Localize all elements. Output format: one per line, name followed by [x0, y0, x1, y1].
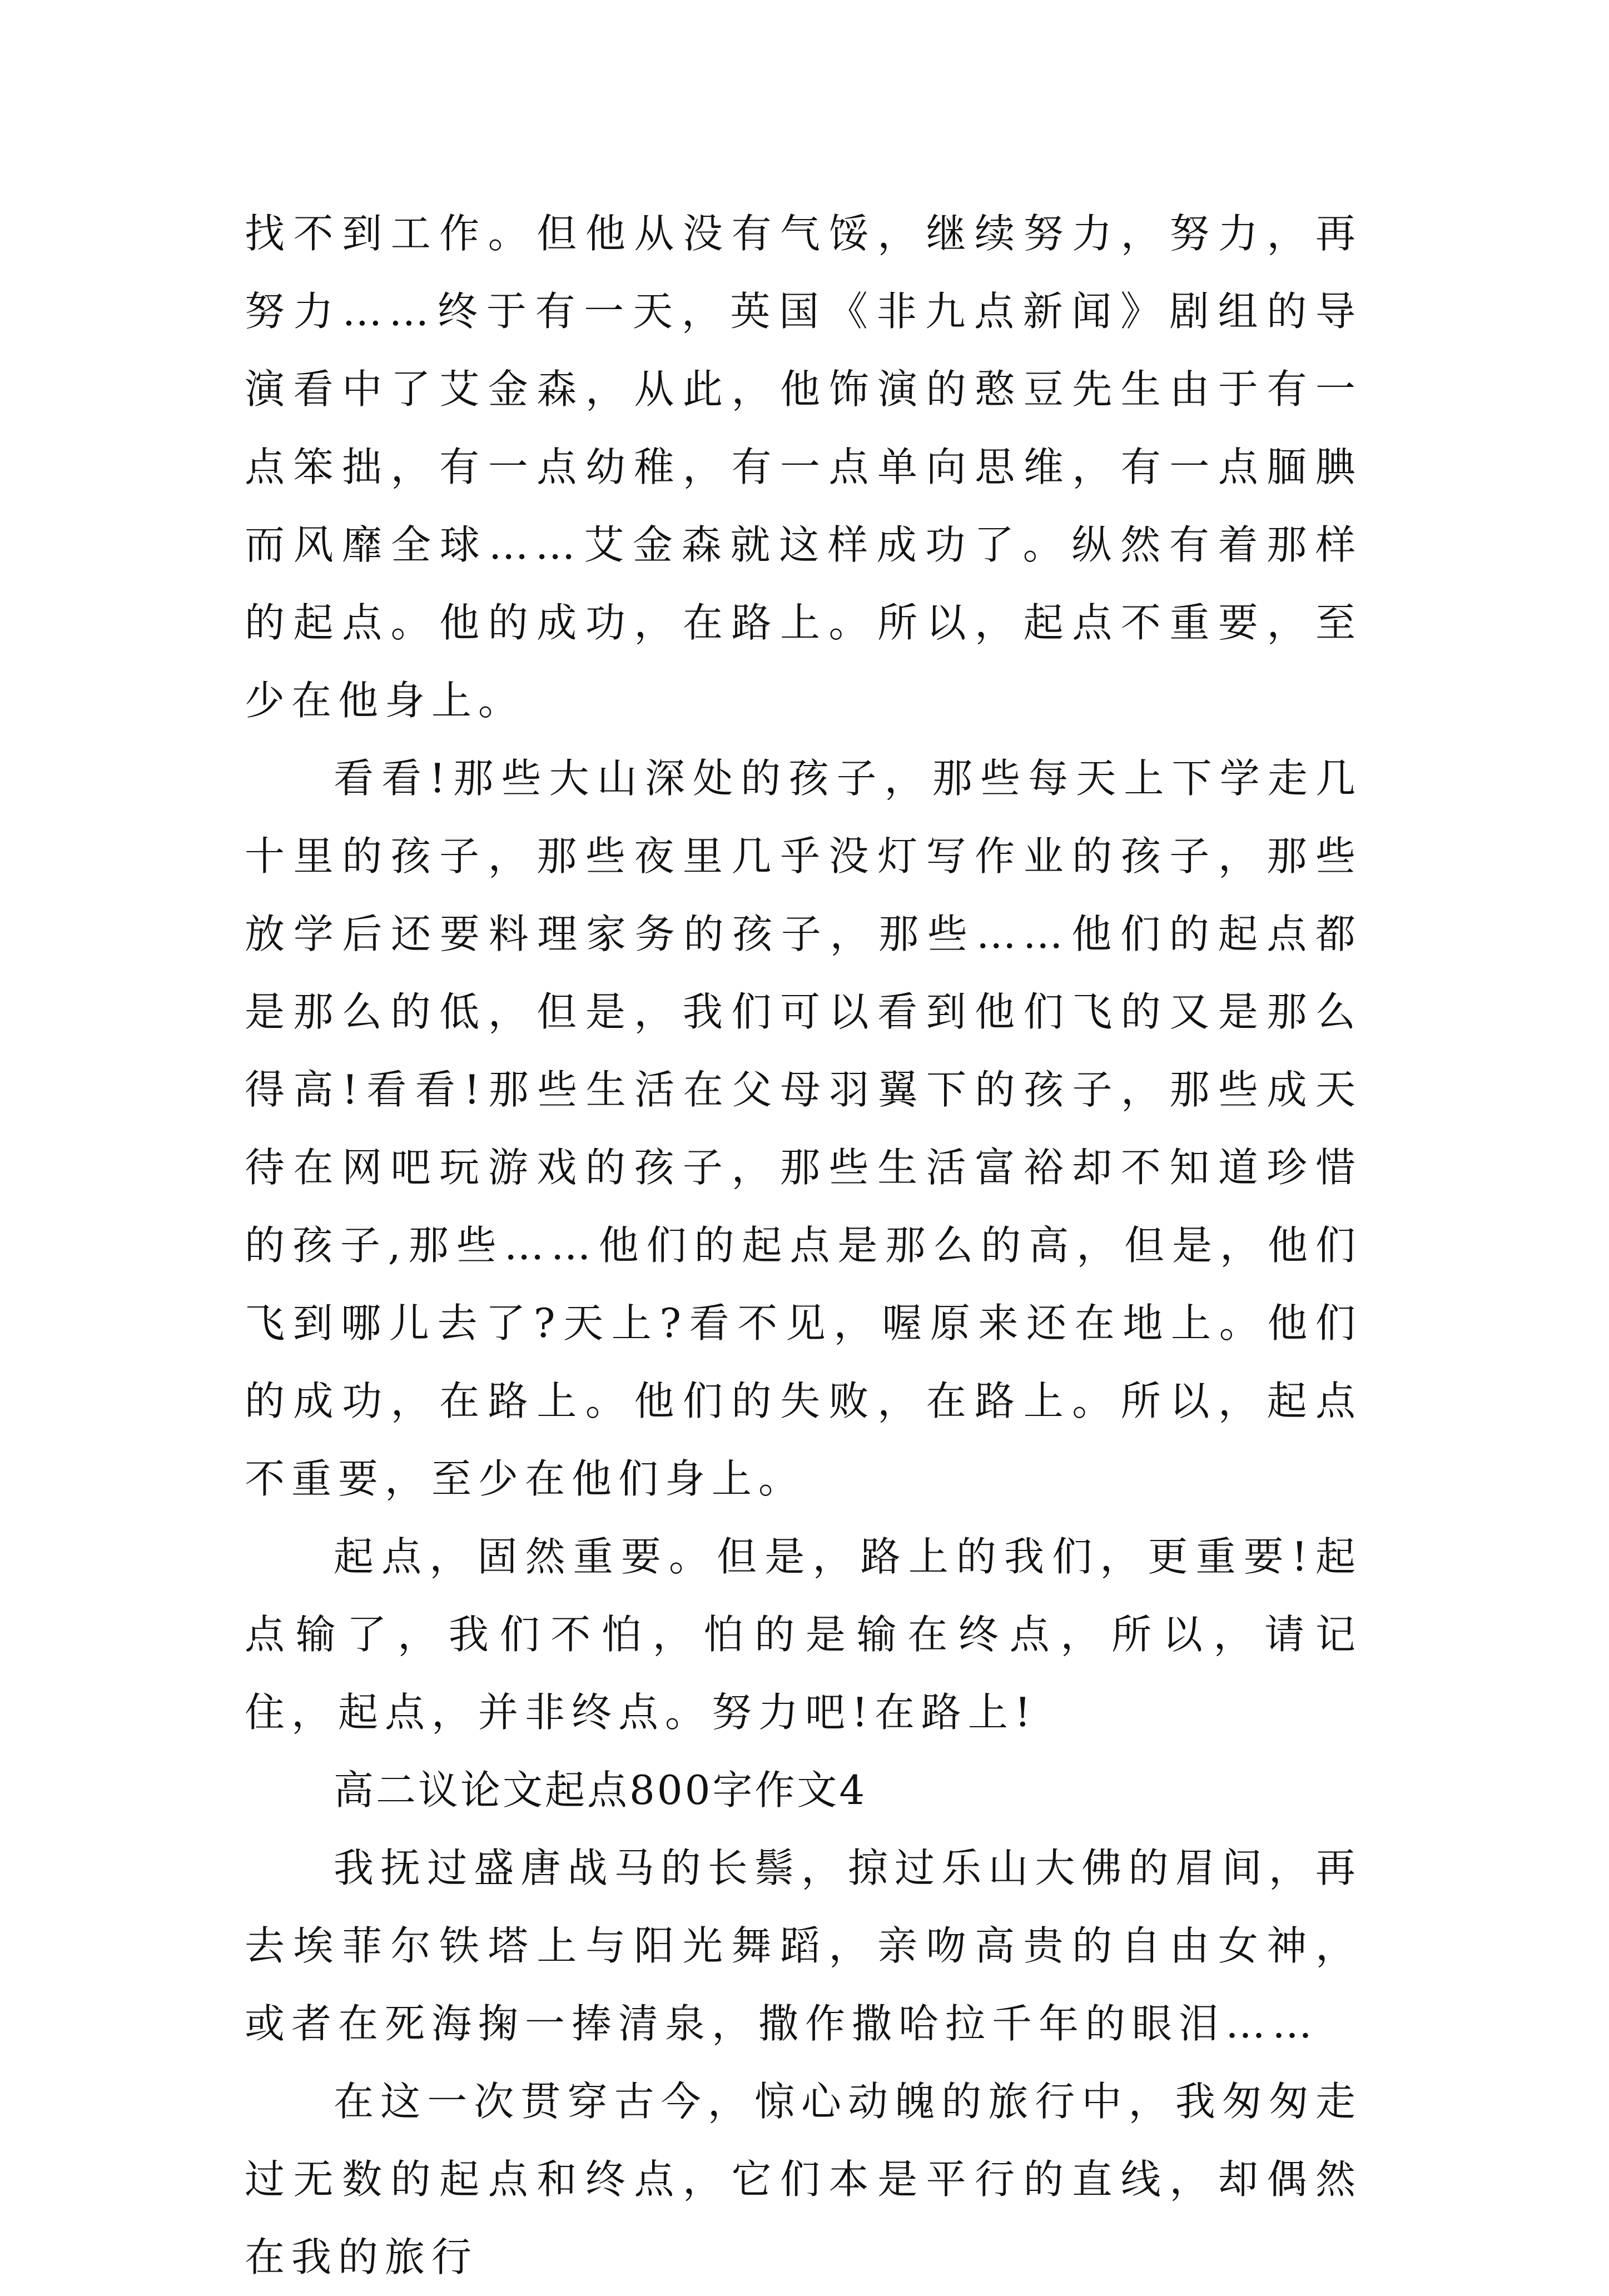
paragraph-4: 我抚过盛唐战马的长鬃，掠过乐山大佛的眉间，再去埃菲尔铁塔上与阳光舞蹈，亲吻高贵的自由女神，或者在死海掬一捧清泉，撒作撒哈拉千年的眼泪…… [245, 1845, 1362, 2047]
paragraph-2: 看看!那些大山深处的孩子，那些每天上下学走几十里的孩子，那些夜里几乎没灯写作业的孩子，那些放学后还要料理家务的孩子，那些……他们的起点都是那么的低，但是，我们可以看到他们飞的又是那么得高!看看!那些生活在父母羽翼下的孩子，那些成天待在网吧玩游戏的孩子，那些生活富裕却不知道珍惜的孩子,那些……他们的起点是那么的高，但是，他们飞到哪儿去了?天上?看不见，喔原来还在地上。他们的成功，在路上。他们的失败，在路上。所以，起点不重要，至少在他们身上。 [245, 755, 1362, 1502]
paragraph-5: 在这一次贯穿古今，惊心动魄的旅行中，我匆匆走过无数的起点和终点，它们本是平行的直线，却偶然在我的旅行 [245, 2078, 1362, 2280]
paragraph-1: 找不到工作。但他从没有气馁，继续努力，努力，再努力……终于有一天，英国《非九点新闻》剧组的导演看中了艾金森，从此，他饰演的憨豆先生由于有一点笨拙，有一点幼稚，有一点单向思维，有一点腼腆而风靡全球……艾金森就这样成功了。纵然有着那样的起点。他的成功，在路上。所以，起点不重要，至少在他身上。 [245, 210, 1362, 724]
paragraph-3: 起点，固然重要。但是，路上的我们，更重要!起点输了，我们不怕，怕的是输在终点，所以，请记住，起点，并非终点。努力吧!在路上! [245, 1533, 1362, 1736]
essay-heading: 高二议论文起点800字作文4 [334, 1767, 867, 1813]
document-body [245, 195, 1362, 2296]
